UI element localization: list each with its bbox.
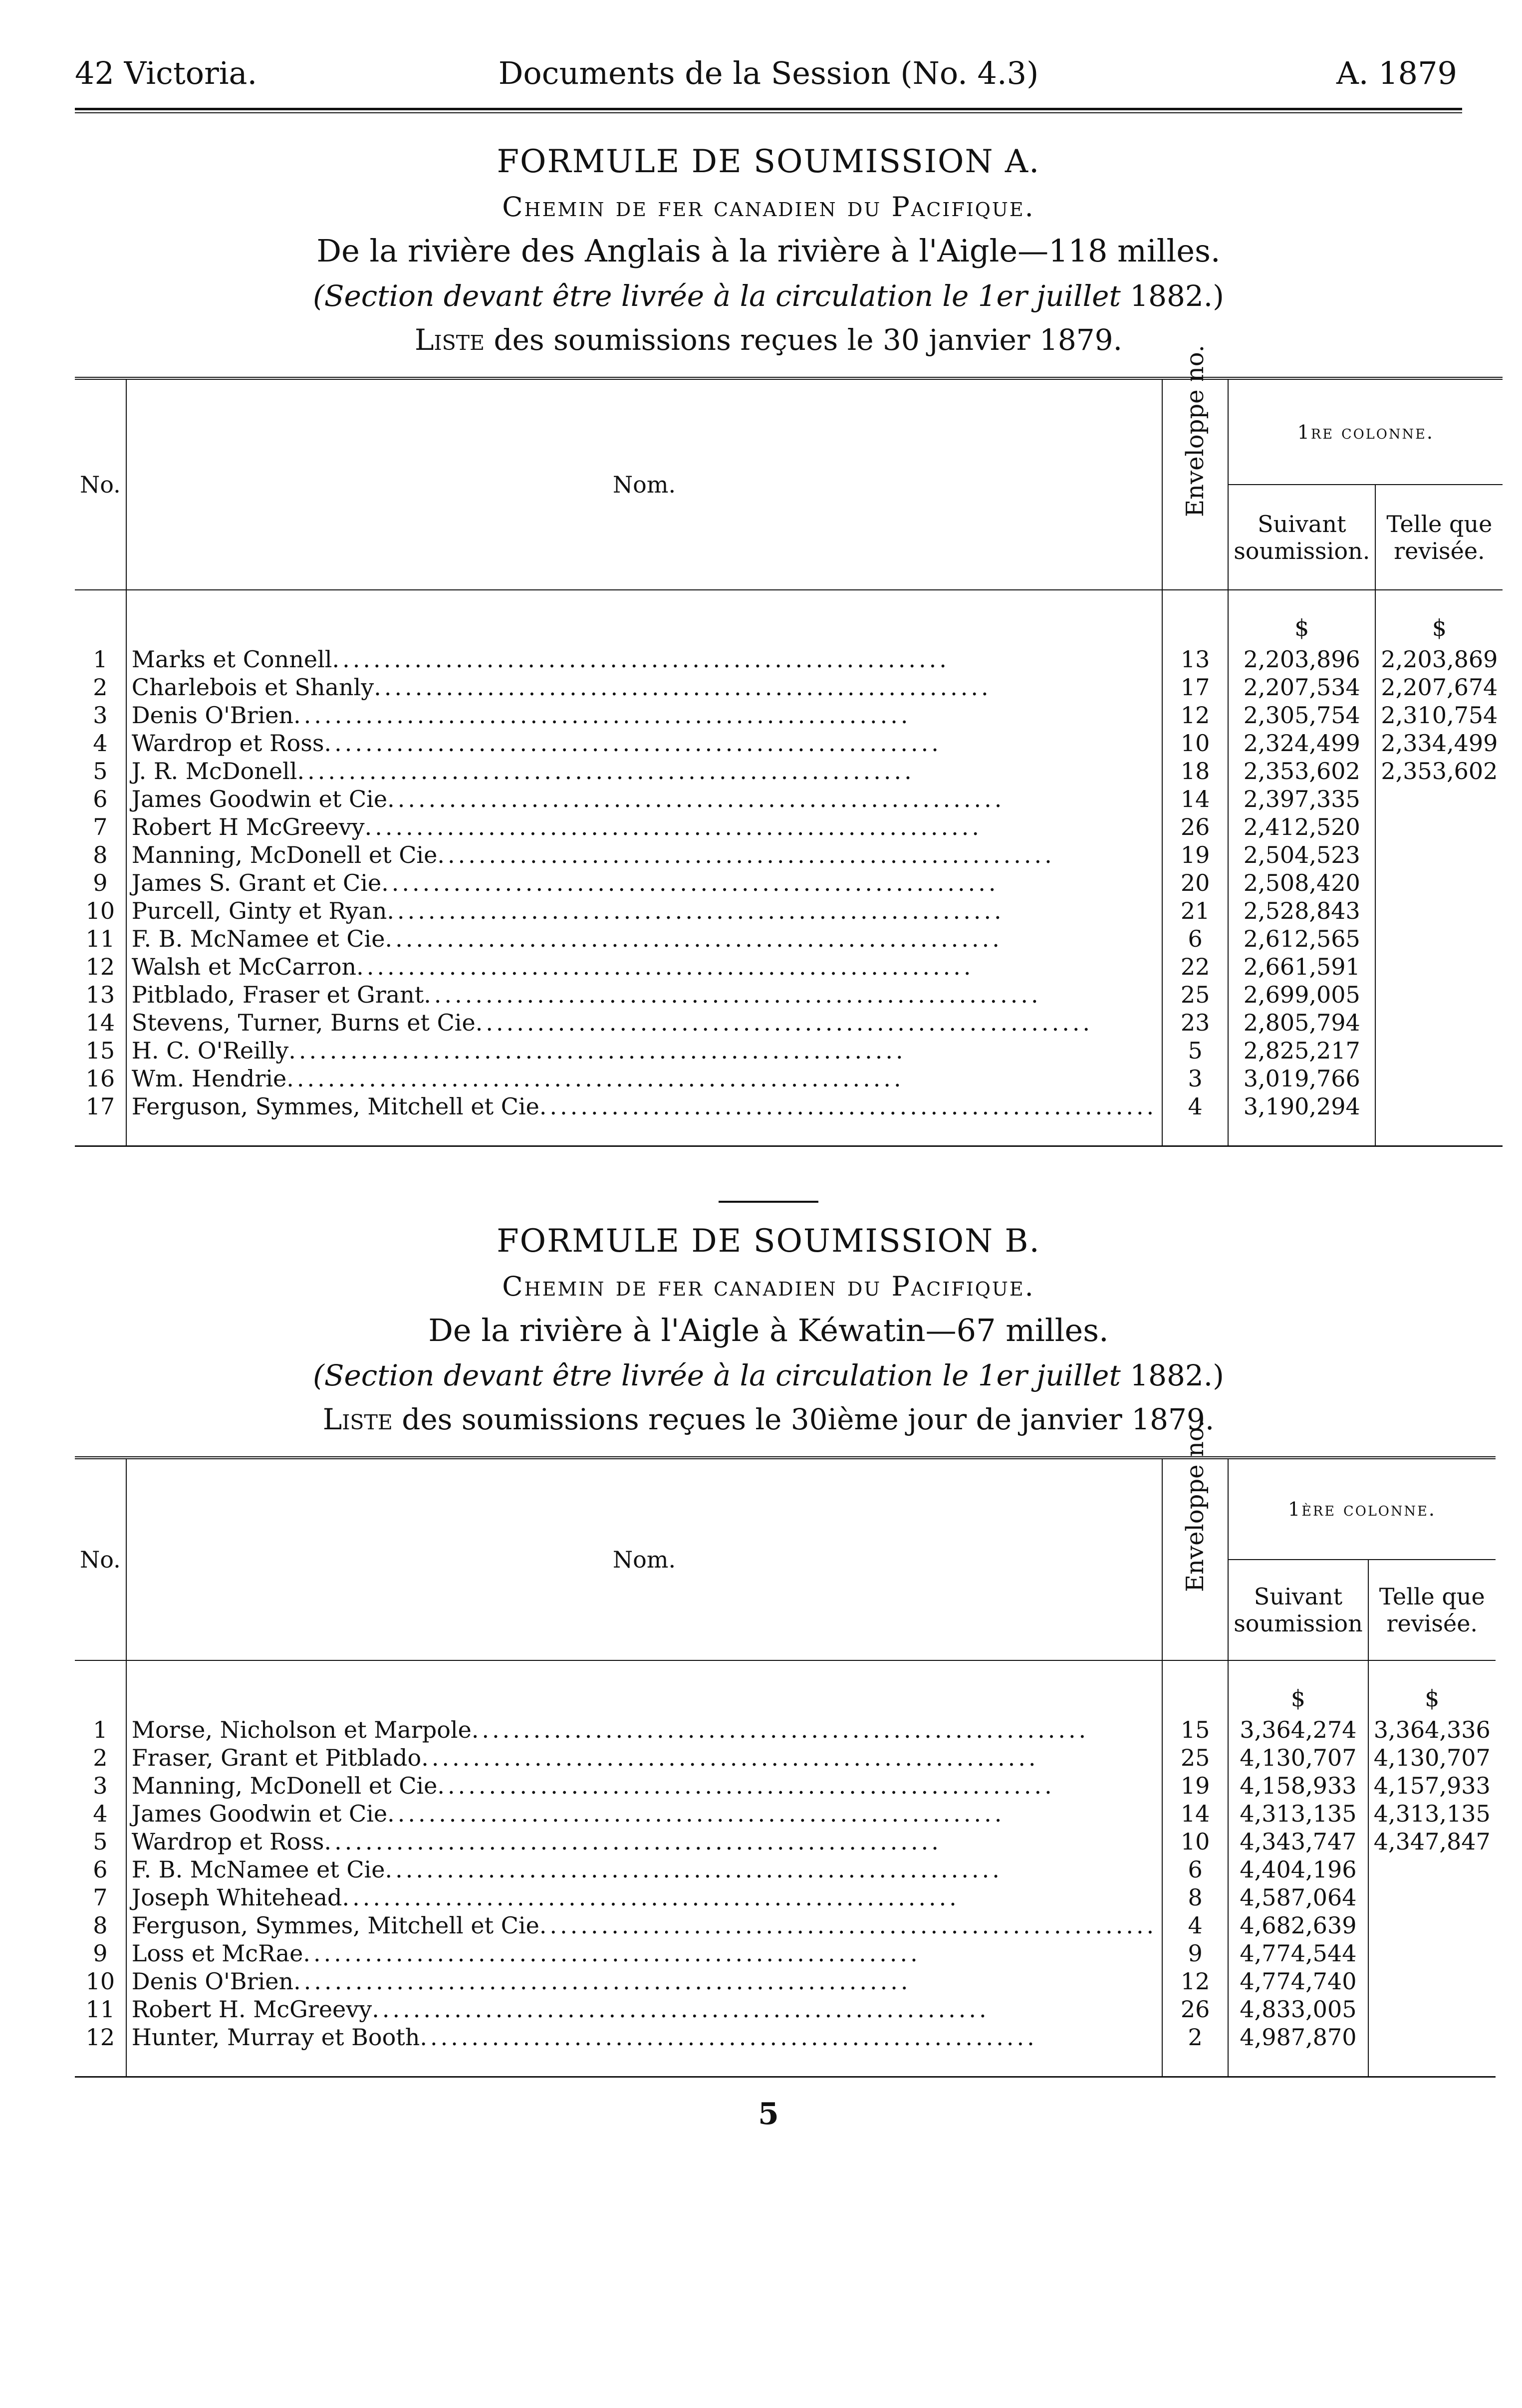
row-suivant: 2,324,499 [1228, 729, 1375, 757]
row-name: F. B. McNamee et Cie [131, 1856, 385, 1883]
row-telle [1375, 1065, 1503, 1092]
row-number: 9 [93, 869, 108, 896]
row-suivant: 2,504,523 [1228, 841, 1375, 869]
row-name-cell [126, 841, 1162, 869]
header-rule-thin [75, 112, 1462, 113]
col-header-nom: Nom. [126, 378, 1162, 590]
section-a-heading [75, 143, 1462, 357]
row-name: H. C. O'Reilly [131, 1037, 289, 1064]
leader-dots: ............................................................ [437, 1772, 1055, 1799]
row-name: Wm. Hendrie [131, 1065, 287, 1092]
row-telle [1368, 2023, 1496, 2077]
row-telle [1375, 953, 1503, 981]
section-a-note-date: 1er juillet [978, 279, 1121, 313]
section-b-note-post: 1882.) [1120, 1358, 1224, 1392]
row-name-cell [126, 2023, 1162, 2077]
row-number: 16 [85, 1065, 115, 1092]
row-enveloppe: 12 [1162, 701, 1228, 729]
row-number: 17 [85, 1093, 115, 1120]
section-b-heading [75, 1223, 1462, 1436]
section-a-rows [75, 590, 1503, 1146]
section-b-list-title-rest: des soumissions reçues le 30ième jour de janvier 1879. [392, 1402, 1215, 1436]
row-name: Pitblado, Fraser et Grant [131, 981, 424, 1008]
row-name-cell [126, 757, 1162, 785]
row-name-cell [126, 1995, 1162, 2023]
row-suivant: 4,987,870 [1228, 2023, 1368, 2077]
section-a-note [75, 279, 1462, 313]
row-name-cell [126, 953, 1162, 981]
row-suivant: 2,825,217 [1228, 1037, 1375, 1065]
leader-dots: ............................................................ [374, 674, 992, 701]
row-name: Ferguson, Symmes, Mitchell et Cie [131, 1912, 539, 1939]
row-telle [1375, 981, 1503, 1009]
row-name-cell [126, 925, 1162, 953]
table-row [75, 1911, 1496, 1939]
row-enveloppe: 25 [1162, 981, 1228, 1009]
row-number: 2 [93, 1744, 108, 1771]
table-row [75, 1772, 1496, 1800]
currency-suivant: $ [1228, 1660, 1368, 1716]
leader-dots: ............................................................ [385, 1856, 1003, 1883]
row-name: James Goodwin et Cie [131, 1800, 388, 1827]
row-name: Robert H McGreevy [131, 813, 365, 840]
row-number: 3 [93, 1772, 108, 1799]
table-row [75, 1744, 1496, 1772]
leader-dots: ............................................................ [332, 646, 950, 673]
row-name: Walsh et McCarron [131, 953, 357, 980]
row-name: Hunter, Murray et Booth [131, 2024, 420, 2051]
section-b-list-title-sc: Liste [322, 1402, 393, 1436]
leader-dots: ............................................................ [293, 1968, 911, 1995]
row-telle [1375, 1092, 1503, 1146]
row-number: 12 [85, 2024, 115, 2051]
table-row [75, 673, 1503, 701]
row-name-cell [126, 1967, 1162, 1995]
row-name: Morse, Nicholson et Marpole [131, 1716, 472, 1743]
row-name-cell [126, 1092, 1162, 1146]
row-name: Ferguson, Symmes, Mitchell et Cie [131, 1093, 539, 1120]
section-a-note-pre: (Section devant être livrée à la circulation le [313, 279, 978, 313]
leader-dots: ............................................................ [475, 1009, 1093, 1036]
leader-dots: ............................................................ [471, 1716, 1089, 1743]
row-suivant: 4,682,639 [1228, 1911, 1368, 1939]
col-header-no: No. [75, 1458, 126, 1660]
col-header-telle: Telle que revisée. [1375, 485, 1503, 590]
row-number: 12 [85, 953, 115, 980]
row-number: 8 [93, 841, 108, 868]
row-name: Marks et Connell [131, 646, 332, 673]
table-row [75, 2023, 1496, 2077]
row-suivant: 2,805,794 [1228, 1009, 1375, 1037]
row-enveloppe: 14 [1162, 1800, 1228, 1828]
col-header-no: No. [75, 378, 126, 590]
table-row [75, 1800, 1496, 1828]
table-row [75, 645, 1503, 673]
leader-dots: ............................................................ [356, 953, 974, 980]
section-b-note-date: 1er juillet [978, 1358, 1121, 1392]
leader-dots: ............................................................ [387, 1800, 1005, 1827]
row-number: 8 [93, 1912, 108, 1939]
row-enveloppe: 19 [1162, 1772, 1228, 1800]
row-telle: 4,313,135 [1368, 1800, 1496, 1828]
row-telle: 2,207,674 [1375, 673, 1503, 701]
col-header-enveloppe [1162, 344, 1228, 590]
col-header-suivant: Suivant soumission. [1228, 485, 1375, 590]
row-enveloppe: 20 [1162, 869, 1228, 897]
row-name-cell [126, 785, 1162, 813]
section-a-table [75, 344, 1503, 1151]
row-telle [1375, 1009, 1503, 1037]
col-header-enveloppe-label: Enveloppe no. [1181, 1419, 1210, 1592]
row-enveloppe: 5 [1162, 1037, 1228, 1065]
row-name-cell [126, 1009, 1162, 1037]
header-center: Documents de la Session (No. 4.3) [498, 55, 1039, 91]
row-enveloppe: 18 [1162, 757, 1228, 785]
section-b-title: FORMULE DE SOUMISSION B. [497, 1223, 1040, 1260]
row-enveloppe: 4 [1162, 1911, 1228, 1939]
row-name-cell [126, 1716, 1162, 1744]
table-row [75, 1856, 1496, 1883]
row-enveloppe: 10 [1162, 729, 1228, 757]
table-row [75, 1065, 1503, 1092]
row-suivant: 4,404,196 [1228, 1856, 1368, 1883]
header-left: 42 Victoria. [75, 55, 257, 91]
table-row [75, 757, 1503, 785]
row-enveloppe: 8 [1162, 1883, 1228, 1911]
row-enveloppe: 2 [1162, 2023, 1228, 2077]
row-telle [1375, 785, 1503, 813]
row-name-cell [126, 1772, 1162, 1800]
section-b-rows [75, 1660, 1496, 2077]
row-enveloppe: 15 [1162, 1716, 1228, 1744]
section-b-list-title [75, 1402, 1462, 1436]
table-row [75, 1995, 1496, 2023]
leader-dots: ............................................................ [286, 1065, 904, 1092]
row-suivant: 2,528,843 [1228, 897, 1375, 925]
row-enveloppe: 13 [1162, 645, 1228, 673]
row-telle: 4,347,847 [1368, 1828, 1496, 1856]
row-name-cell [126, 1883, 1162, 1911]
table-row [75, 953, 1503, 981]
section-b-note-pre: (Section devant être livrée à la circulation le [313, 1358, 978, 1392]
row-number: 2 [93, 674, 108, 701]
row-enveloppe: 21 [1162, 897, 1228, 925]
row-number: 7 [93, 813, 108, 840]
row-name: Fraser, Grant et Pitblado [131, 1744, 422, 1771]
row-suivant: 4,774,740 [1228, 1967, 1368, 1995]
table-row [75, 925, 1503, 953]
row-name-cell [126, 1065, 1162, 1092]
row-telle: 2,310,754 [1375, 701, 1503, 729]
leader-dots: ............................................................ [297, 758, 915, 785]
table-row [75, 869, 1503, 897]
row-suivant: 4,833,005 [1228, 1995, 1368, 2023]
row-name: Loss et McRae [131, 1940, 303, 1967]
leader-dots: ............................................................ [420, 2024, 1037, 2051]
table-row [75, 729, 1503, 757]
leader-dots: ............................................................ [324, 1828, 942, 1855]
row-suivant: 4,313,135 [1228, 1800, 1368, 1828]
row-number: 4 [93, 730, 108, 757]
row-suivant: 2,412,520 [1228, 813, 1375, 841]
row-suivant: 4,774,544 [1228, 1939, 1368, 1967]
row-enveloppe: 22 [1162, 953, 1228, 981]
row-number: 14 [85, 1009, 115, 1036]
row-name-cell [126, 981, 1162, 1009]
table-row [75, 1883, 1496, 1911]
table-row [75, 785, 1503, 813]
leader-dots: ............................................................ [437, 841, 1055, 868]
row-telle [1368, 1967, 1496, 1995]
section-a-list-title-rest: des soumissions reçues le 30 janvier 1879. [485, 323, 1123, 357]
row-name-cell [126, 701, 1162, 729]
row-telle [1368, 1856, 1496, 1883]
row-enveloppe: 6 [1162, 925, 1228, 953]
row-number: 9 [93, 1940, 108, 1967]
row-telle [1375, 1037, 1503, 1065]
leader-dots: ............................................................ [372, 1996, 990, 2023]
table-row [75, 1037, 1503, 1065]
row-name-cell [126, 1856, 1162, 1883]
header-right: A. 1879 [1336, 55, 1457, 91]
row-name: Manning, McDonell et Cie [131, 841, 438, 868]
row-name-cell [126, 1828, 1162, 1856]
row-name-cell [126, 1911, 1162, 1939]
row-telle [1375, 841, 1503, 869]
row-telle [1368, 1911, 1496, 1939]
row-telle [1375, 813, 1503, 841]
row-name-cell [126, 1939, 1162, 1967]
row-enveloppe: 12 [1162, 1967, 1228, 1995]
table-row [75, 1092, 1503, 1146]
col-header-nom: Nom. [126, 1458, 1162, 1660]
row-suivant: 4,130,707 [1228, 1744, 1368, 1772]
row-suivant: 2,612,565 [1228, 925, 1375, 953]
row-suivant: 2,397,335 [1228, 785, 1375, 813]
row-suivant: 2,305,754 [1228, 701, 1375, 729]
row-number: 10 [85, 1968, 115, 1995]
row-suivant: 2,699,005 [1228, 981, 1375, 1009]
row-telle: 2,203,869 [1375, 645, 1503, 673]
section-b-route: De la rivière à l'Aigle à Kéwatin—67 milles. [428, 1312, 1109, 1348]
col-header-enveloppe [1162, 1419, 1228, 1660]
row-suivant: 2,207,534 [1228, 673, 1375, 701]
col-header-telle: Telle que revisée. [1368, 1560, 1496, 1660]
row-name: Stevens, Turner, Burns et Cie [131, 1009, 476, 1036]
leader-dots: ............................................................ [324, 730, 942, 757]
row-name-cell [126, 1800, 1162, 1828]
table-row [75, 701, 1503, 729]
row-suivant: 2,353,602 [1228, 757, 1375, 785]
col-header-group: 1re colonne. [1228, 378, 1503, 485]
row-enveloppe: 4 [1162, 1092, 1228, 1146]
leader-dots: ............................................................ [424, 981, 1041, 1008]
leader-dots: ............................................................ [387, 897, 1005, 924]
row-telle [1375, 925, 1503, 953]
table-row [75, 981, 1503, 1009]
row-suivant: 3,190,294 [1228, 1092, 1375, 1146]
row-name: J. R. McDonell [131, 758, 297, 785]
row-telle: 2,334,499 [1375, 729, 1503, 757]
section-b-subtitle: Chemin de fer canadien du Pacifique. [502, 1271, 1035, 1302]
table-row [75, 1939, 1496, 1967]
row-telle [1368, 1939, 1496, 1967]
table-row [75, 813, 1503, 841]
row-name: Wardrop et Ross [131, 1828, 324, 1855]
row-telle: 2,353,602 [1375, 757, 1503, 785]
row-suivant: 3,364,274 [1228, 1716, 1368, 1744]
section-separator [719, 1201, 818, 1203]
row-enveloppe: 26 [1162, 813, 1228, 841]
section-a-title: FORMULE DE SOUMISSION A. [497, 143, 1040, 180]
row-name: Robert H. McGreevy [131, 1996, 372, 2023]
row-name: F. B. McNamee et Cie [131, 925, 385, 952]
row-name: Purcell, Ginty et Ryan [131, 897, 387, 924]
row-name: James S. Grant et Cie [131, 869, 382, 896]
table-row [75, 1009, 1503, 1037]
row-telle [1368, 1883, 1496, 1911]
row-name-cell [126, 645, 1162, 673]
section-a-list-title-sc: Liste [414, 323, 485, 357]
table-row [75, 1828, 1496, 1856]
row-telle [1375, 869, 1503, 897]
row-name-cell [126, 729, 1162, 757]
row-enveloppe: 9 [1162, 1939, 1228, 1967]
row-name: Joseph Whitehead [131, 1884, 342, 1911]
running-header [75, 50, 1462, 105]
row-number: 10 [85, 897, 115, 924]
row-name-cell [126, 1744, 1162, 1772]
row-enveloppe: 25 [1162, 1744, 1228, 1772]
row-number: 1 [93, 1716, 108, 1743]
currency-row [75, 590, 1503, 645]
currency-suivant: $ [1228, 590, 1375, 645]
table-row [75, 1967, 1496, 1995]
row-name: Wardrop et Ross [131, 730, 324, 757]
row-number: 6 [93, 1856, 108, 1883]
currency-telle: $ [1375, 590, 1503, 645]
leader-dots: ............................................................ [364, 813, 982, 840]
row-name-cell [126, 1037, 1162, 1065]
header-rule [75, 108, 1462, 110]
row-number: 5 [93, 758, 108, 785]
leader-dots: ............................................................ [293, 702, 911, 729]
currency-telle: $ [1368, 1660, 1496, 1716]
row-number: 6 [93, 786, 108, 812]
row-number: 11 [85, 925, 115, 952]
row-number: 3 [93, 702, 108, 729]
section-a-list-title [75, 323, 1462, 357]
row-enveloppe: 17 [1162, 673, 1228, 701]
row-name-cell [126, 673, 1162, 701]
row-suivant: 4,343,747 [1228, 1828, 1368, 1856]
section-a-subtitle: Chemin de fer canadien du Pacifique. [502, 191, 1035, 223]
document-page [75, 50, 1498, 2132]
leader-dots: ............................................................ [539, 1912, 1157, 1939]
section-b-note [75, 1358, 1462, 1392]
row-telle: 4,157,933 [1368, 1772, 1496, 1800]
row-enveloppe: 10 [1162, 1828, 1228, 1856]
row-name: Manning, McDonell et Cie [131, 1772, 438, 1799]
row-enveloppe: 14 [1162, 785, 1228, 813]
col-header-suivant: Suivant soumission [1228, 1560, 1368, 1660]
row-name: Denis O'Brien [131, 1968, 294, 1995]
leader-dots: ............................................................ [342, 1884, 960, 1911]
row-name: Charlebois et Shanly [131, 674, 374, 701]
row-enveloppe: 26 [1162, 1995, 1228, 2023]
row-telle: 3,364,336 [1368, 1716, 1496, 1744]
row-telle [1375, 897, 1503, 925]
row-number: 4 [93, 1800, 108, 1827]
leader-dots: ............................................................ [539, 1093, 1157, 1120]
row-name-cell [126, 869, 1162, 897]
row-number: 11 [85, 1996, 115, 2023]
row-number: 15 [85, 1037, 115, 1064]
leader-dots: ............................................................ [381, 869, 999, 896]
currency-row [75, 1660, 1496, 1716]
table-row [75, 841, 1503, 869]
row-name-cell [126, 897, 1162, 925]
row-suivant: 2,203,896 [1228, 645, 1375, 673]
leader-dots: ............................................................ [385, 925, 1003, 952]
row-enveloppe: 19 [1162, 841, 1228, 869]
row-telle: 4,130,707 [1368, 1744, 1496, 1772]
page-number: 5 [758, 2097, 779, 2132]
leader-dots: ............................................................ [288, 1037, 906, 1064]
row-number: 7 [93, 1884, 108, 1911]
row-name: James Goodwin et Cie [131, 786, 388, 812]
section-a-route: De la rivière des Anglais à la rivière à l'Aigle—118 milles. [316, 233, 1221, 269]
leader-dots: ............................................................ [421, 1744, 1039, 1771]
row-enveloppe: 6 [1162, 1856, 1228, 1883]
col-header-group: 1ère colonne. [1228, 1458, 1496, 1560]
row-suivant: 3,019,766 [1228, 1065, 1375, 1092]
row-name: Denis O'Brien [131, 702, 294, 729]
section-a-note-post: 1882.) [1120, 279, 1224, 313]
row-suivant: 4,587,064 [1228, 1883, 1368, 1911]
leader-dots: ............................................................ [387, 786, 1005, 812]
row-suivant: 2,661,591 [1228, 953, 1375, 981]
table-row [75, 897, 1503, 925]
row-suivant: 2,508,420 [1228, 869, 1375, 897]
table-row [75, 1716, 1496, 1744]
col-header-enveloppe-label: Enveloppe no. [1181, 344, 1210, 517]
row-enveloppe: 3 [1162, 1065, 1228, 1092]
row-number: 5 [93, 1828, 108, 1855]
row-enveloppe: 23 [1162, 1009, 1228, 1037]
row-suivant: 4,158,933 [1228, 1772, 1368, 1800]
row-number: 1 [93, 646, 108, 673]
row-telle [1368, 1995, 1496, 2023]
leader-dots: ............................................................ [303, 1940, 921, 1967]
row-number: 13 [85, 981, 115, 1008]
row-name-cell [126, 813, 1162, 841]
